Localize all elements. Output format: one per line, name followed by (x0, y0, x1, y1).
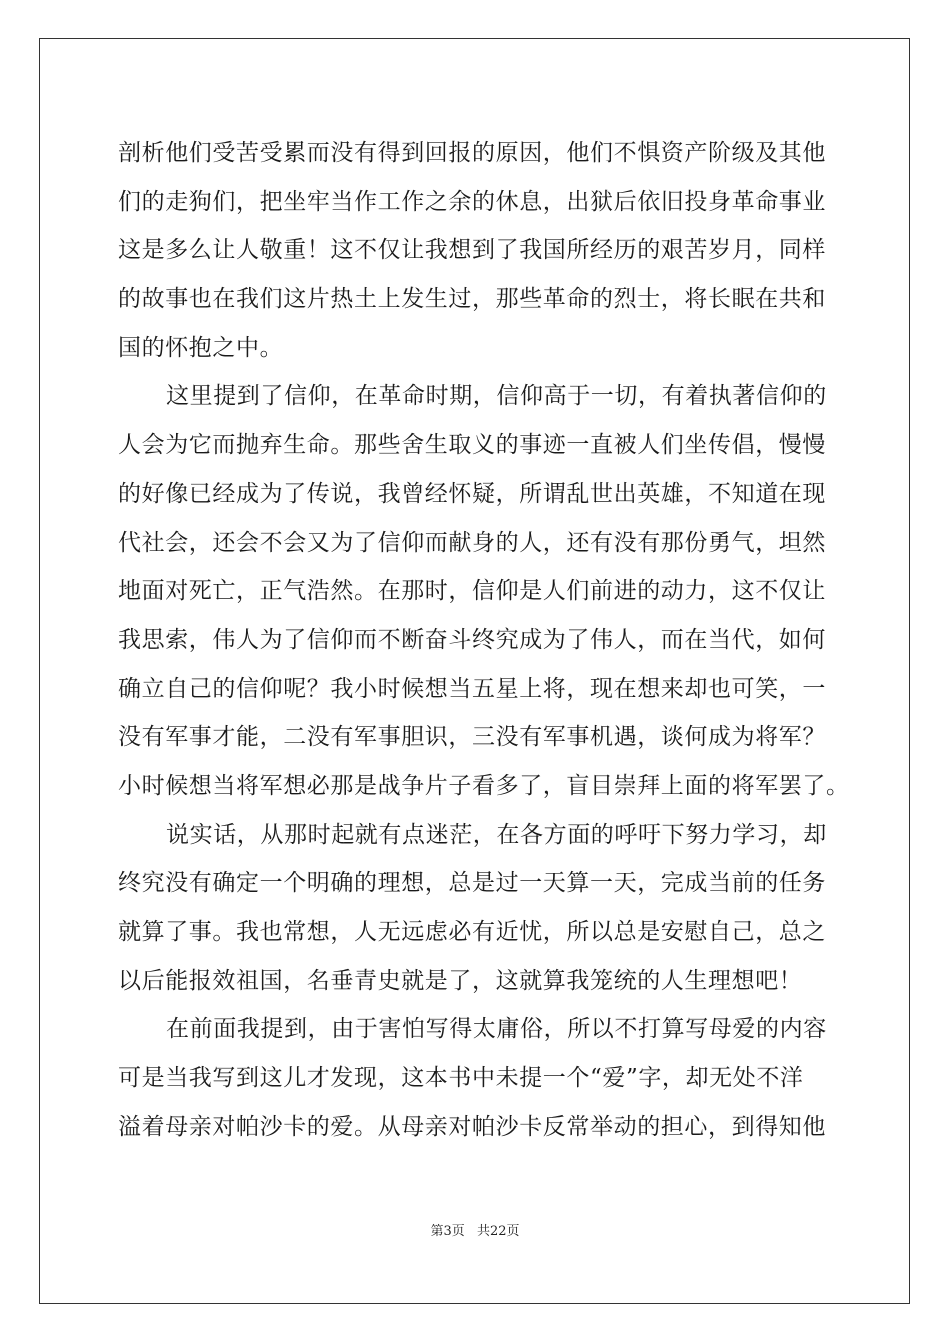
text-line: 这里提到了信仰，在革命时期，信仰高于一切，有着执著信仰的 (166, 383, 827, 410)
text-line: 说实话，从那时起就有点迷茫，在各方面的呼吁下努力学习，却 (166, 821, 827, 848)
text-line: 代社会，还会不会又为了信仰而献身的人，还有没有那份勇气，坦然 (118, 529, 826, 556)
page-footer (0, 1220, 950, 1239)
text-line: 我思索，伟人为了信仰而不断奋斗终究成为了伟人，而在当代，如何 (118, 626, 826, 653)
text-line: 这是多么让人敬重！这不仅让我想到了我国所经历的艰苦岁月，同样 (118, 237, 826, 264)
text-line: 剖析他们受苦受累而没有得到回报的原因，他们不惧资产阶级及其他 (118, 140, 826, 166)
text-line: 溢着母亲对帕沙卡的爱。从母亲对帕沙卡反常举动的担心，到得知他 (118, 1113, 826, 1140)
text-line: 可是当我写到这儿才发现，这本书中未提一个“爱”字，却无处不洋 (118, 1065, 804, 1092)
text-line: 人会为它而抛弃生命。那些舍生取义的事迹一直被人们坐传倡，慢慢 (118, 432, 826, 459)
page-number-current: 第3页 (430, 1224, 465, 1239)
text-line: 在前面我提到，由于害怕写得太庸俗，所以不打算写母爱的内容 (166, 1016, 827, 1043)
text-line: 以后能报效祖国，名垂青史就是了，这就算我笼统的人生理想吧！ (118, 967, 803, 994)
text-line: 确立自己的信仰呢？我小时候想当五星上将，现在想来却也可笑，一 (118, 675, 826, 702)
text-line: 的故事也在我们这片热土上发生过，那些革命的烈士，将长眠在共和 (118, 286, 826, 313)
text-line: 地面对死亡，正气浩然。在那时，信仰是人们前进的动力，这不仅让 (118, 578, 826, 605)
document-body (118, 129, 850, 1151)
text-line: 的好像已经成为了传说，我曾经怀疑，所谓乱世出英雄，不知道在现 (118, 480, 826, 507)
text-line: 国的怀抱之中。 (118, 334, 284, 361)
text-line: 终究没有确定一个明确的理想，总是过一天算一天，完成当前的任务 (118, 870, 826, 897)
text-line: 就算了事。我也常想，人无远虑必有近忧，所以总是安慰自己，总之 (118, 919, 826, 945)
page-number-total: 共22页 (476, 1224, 520, 1239)
text-line: 没有军事才能，二没有军事胆识，三没有军事机遇，谈何成为将军？ (118, 724, 826, 751)
text-line: 们的走狗们，把坐牢当作工作之余的休息，出狱后依旧投身革命事业 (118, 188, 826, 215)
text-line: 小时候想当将军想必那是战争片子看多了，盲目崇拜上面的将军罢了。 (118, 772, 850, 799)
